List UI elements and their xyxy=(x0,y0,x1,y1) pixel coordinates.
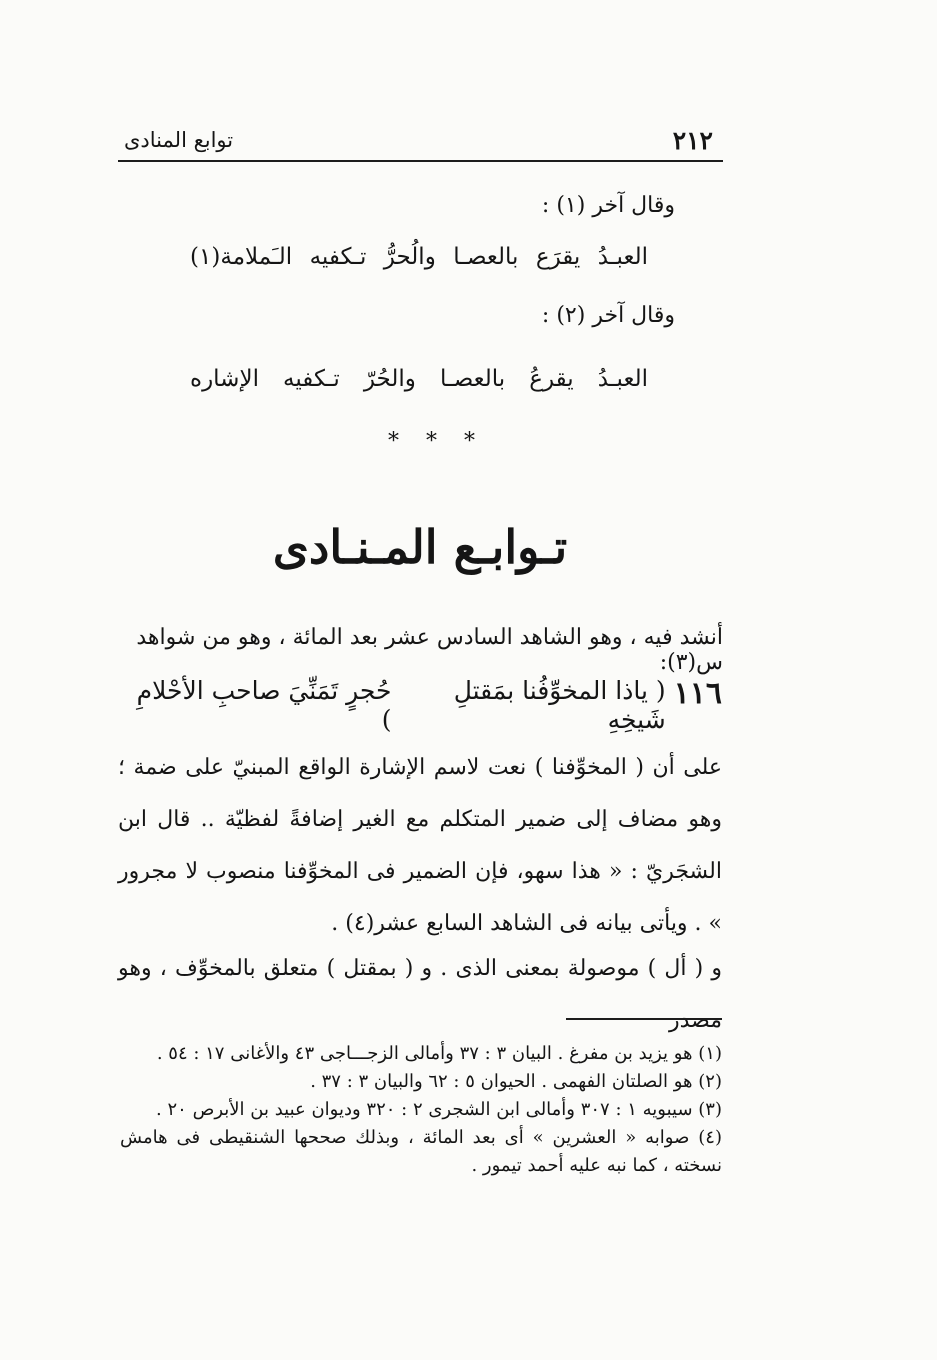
section-separator: * * * xyxy=(388,429,485,454)
verse-word: والُحرُّ xyxy=(383,244,436,270)
verse-word: يقرَع xyxy=(535,244,581,270)
shahid-number: ١١٦ xyxy=(673,676,722,711)
running-title: توابع المنادى xyxy=(124,128,234,152)
shahid-verse xyxy=(122,676,722,734)
quote-intro-1: وقال آخر (١) : xyxy=(541,193,675,218)
verse-word: العبـدُ xyxy=(597,244,648,270)
page-number: ٢١٢ xyxy=(672,126,713,155)
shahid-second-half: حُجرٍ تَمَنِّيَ صاحبِ الأحْلامِ ) xyxy=(136,676,392,734)
footnotes xyxy=(120,1040,722,1180)
verse-word: والحُرّ xyxy=(363,366,416,392)
verse-word: تـكفيه xyxy=(309,244,367,270)
verse-word: تـكفيه xyxy=(283,366,340,392)
footnote: (١) هو يزيد بن مفرغ . البيان ٣ : ٣٧ وأمالى الزجـــاجى ٤٣ والأغانى ١٧ : ٥٤ . xyxy=(156,1043,722,1064)
footnote: (٣) سيبويه ١ : ٣٠٧ وأمالى ابن الشجرى ٢ : ٣٢٠ وديوان عبيد بن الأبرص ٢٠ . xyxy=(156,1099,722,1120)
paragraph-1: على أن ( المخوِّفنا ) نعت لاسم الإشارة الواقع المبنيّ على ضمة ؛ وهو مضاف إلى ضمير المتكلم مع الغير إضافةً لفظيّة .. قال ابن الشجَريّ : « هذا سهو، فإن الضمير فى المخوِّفنا منصوب لا مجرور » . ويأتى بيانه فى الشاهد السابع عشر(٤) . xyxy=(118,755,722,936)
verse-word: الـَملامة(١) xyxy=(190,244,293,270)
shahid-first-half: ( ياذا المخوِّفُنا بمَقتلِ شَيخِهِ xyxy=(453,676,666,734)
verse-word: يقرعُ xyxy=(529,366,574,392)
verse-2 xyxy=(190,366,648,392)
verse-word: بالعصـا xyxy=(453,244,519,270)
paragraph-2: و ( أل ) موصولة بمعنى الذى . و ( بمقتل ) متعلق بالمخوِّف ، وهو مصدر xyxy=(118,956,722,1033)
verse-word: العبـدُ xyxy=(597,366,648,392)
footnote-divider xyxy=(566,1018,722,1020)
verse-word: الإشاره xyxy=(190,366,259,392)
section-title: تـوابـع المـنـادى xyxy=(272,520,568,574)
shahid-first xyxy=(392,676,722,734)
verse-word: بالعصـا xyxy=(439,366,506,392)
footnote: (٤) صوابه « العشرين » أى بعد المائة ، وبذلك صححها الشنقيطى فى هامش نسخته ، كما نبه عليه أحمد تيمور . xyxy=(120,1127,722,1176)
intro-line: أنشد فيه ، وهو الشاهد السادس عشر بعد المائة ، وهو من شواهد س(٣): xyxy=(136,625,723,675)
quote-intro-2: وقال آخر (٢) : xyxy=(541,303,675,328)
footnote: (٢) هو الصلتان الفهمى . الحيوان ٥ : ٦٢ والبيان ٣ : ٣٧ . xyxy=(310,1071,722,1092)
verse-1 xyxy=(190,244,648,270)
page-header xyxy=(118,120,723,162)
